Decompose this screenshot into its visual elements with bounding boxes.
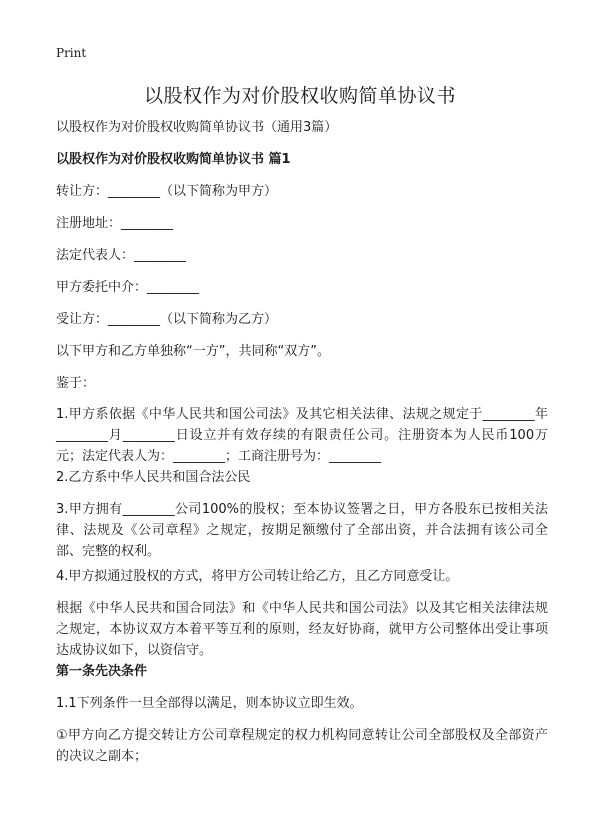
article-1-item-1: ①甲方向乙方提交转让方公司章程规定的权力机构同意转让公司全部股权及全部资产的决议之副本； — [56, 728, 548, 764]
whereas-label: 鉴于： — [56, 376, 96, 391]
party-a-agent-field: 甲方委托中介：________ — [56, 280, 200, 295]
article-1-heading: 第一条先决条件 — [56, 664, 148, 679]
registered-address-field: 注册地址：________ — [56, 216, 174, 231]
collective-term-note: 以下甲方和乙方单独称“一方”，共同称“双方”。 — [56, 344, 330, 359]
clause-1: 1.甲方系依据《中华人民共和国公司法》及其它相关法律、法规之规定于________年________月________日设立并有效存续的有限责任公司。注册资本为人民币100万元；法定代表人为：________；工商注册号为：________ — [56, 407, 548, 464]
clause-4: 4.甲方拟通过股权的方式，将甲方公司转让给乙方，且乙方同意受让。 — [56, 569, 459, 584]
document-subtitle: 以股权作为对价股权收购简单协议书（通用3篇） — [56, 120, 338, 135]
document-title: 以股权作为对价股权收购简单协议书 — [143, 85, 456, 107]
legal-representative-field: 法定代表人：________ — [56, 248, 187, 263]
transferor-field: 转让方：________（以下简称为甲方） — [56, 184, 278, 199]
transferee-field: 受让方：________（以下简称为乙方） — [56, 312, 278, 327]
article-1-1: 1.1下列条件一旦全部得以满足，则本协议立即生效。 — [56, 696, 363, 711]
section-heading: 以股权作为对价股权收购简单协议书 篇1 — [56, 152, 291, 167]
print-link[interactable]: Print — [56, 46, 87, 60]
clause-3: 3.甲方拥有________公司100%的股权；至本协议签署之日，甲方各股东已按相关法律、法规及《公司章程》之规定，按期足额缴付了全部出资，并合法拥有该公司全部、完整的权利。 — [56, 502, 548, 559]
legal-basis-paragraph: 根据《中华人民共和国合同法》和《中华人民共和国公司法》以及其它相关法律法规之规定，本协议双方本着平等互利的原则，经友好协商，就甲方公司整体出受让事项达成协议如下，以资信守。 — [56, 601, 548, 658]
clause-2: 2.乙方系中华人民共和国合法公民 — [56, 470, 251, 485]
